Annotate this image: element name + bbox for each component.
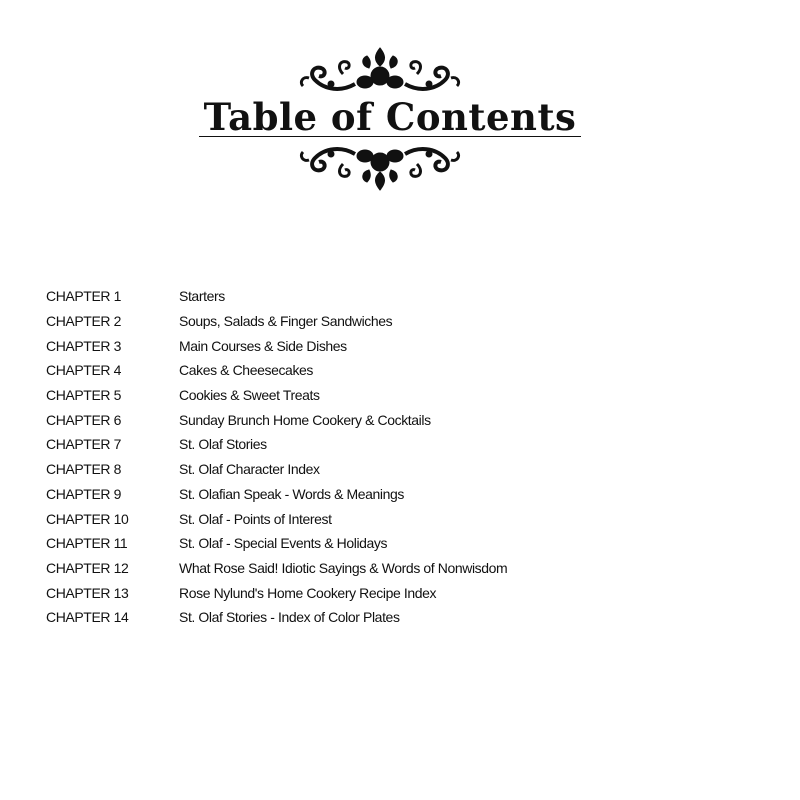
- chapter-title: St. Olaf - Points of Interest: [179, 510, 332, 527]
- chapter-title: Sunday Brunch Home Cookery & Cocktails: [179, 411, 431, 428]
- chapter-title: Main Courses & Side Dishes: [179, 337, 347, 354]
- toc-entry: [46, 580, 739, 605]
- bottom-flourish-icon: [295, 142, 465, 192]
- toc-entry: [46, 457, 739, 482]
- header: [190, 44, 590, 204]
- chapter-title: St. Olaf - Special Events & Holidays: [179, 535, 388, 552]
- chapter-number: CHAPTER 6: [46, 411, 121, 428]
- chapter-number: CHAPTER 4: [46, 362, 121, 379]
- toc-entry: [46, 383, 739, 408]
- chapter-title: St. Olaf Stories: [179, 436, 267, 453]
- chapter-title: Starters: [179, 288, 225, 305]
- chapter-number: CHAPTER 9: [46, 485, 121, 502]
- chapter-title: St. Olaf Stories - Index of Color Plates: [179, 609, 400, 626]
- chapter-title: Cookies & Sweet Treats: [179, 387, 320, 404]
- chapter-number: CHAPTER 12: [46, 559, 129, 576]
- chapter-title: Soups, Salads & Finger Sandwiches: [179, 313, 393, 330]
- chapter-number: CHAPTER 14: [46, 609, 129, 626]
- chapter-number: CHAPTER 11: [46, 535, 128, 552]
- toc-entry: [46, 309, 739, 334]
- toc-entry: [46, 333, 739, 358]
- toc-entry: [46, 432, 739, 457]
- toc-entry: [46, 407, 739, 432]
- chapter-number: CHAPTER 7: [46, 436, 121, 453]
- chapter-number: CHAPTER 2: [46, 313, 121, 330]
- toc-entry: [46, 531, 739, 556]
- title-underline: [199, 136, 581, 137]
- chapter-number: CHAPTER 3: [46, 337, 121, 354]
- chapter-title: St. Olafian Speak - Words & Meanings: [179, 485, 405, 502]
- chapter-number: CHAPTER 1: [46, 288, 121, 305]
- chapter-number: CHAPTER 8: [46, 461, 121, 478]
- chapter-title: Rose Nylund's Home Cookery Recipe Index: [179, 584, 437, 601]
- chapter-title: St. Olaf Character Index: [179, 461, 320, 478]
- toc-entry: [46, 506, 739, 531]
- toc-entry: [46, 556, 739, 581]
- toc-entry: [46, 605, 739, 630]
- chapter-title: What Rose Said! Idiotic Sayings & Words of Nonwisdom: [179, 559, 508, 576]
- chapter-title: Cakes & Cheesecakes: [179, 362, 314, 379]
- page-title: Table of Contents: [203, 95, 577, 139]
- toc-entry: [46, 358, 739, 383]
- chapter-number: CHAPTER 10: [46, 510, 129, 527]
- chapter-number: CHAPTER 5: [46, 387, 121, 404]
- top-flourish-icon: [295, 46, 465, 96]
- toc-entry: [46, 284, 739, 309]
- toc-entry: [46, 482, 739, 507]
- table-of-contents: [46, 284, 739, 630]
- chapter-number: CHAPTER 13: [46, 584, 129, 601]
